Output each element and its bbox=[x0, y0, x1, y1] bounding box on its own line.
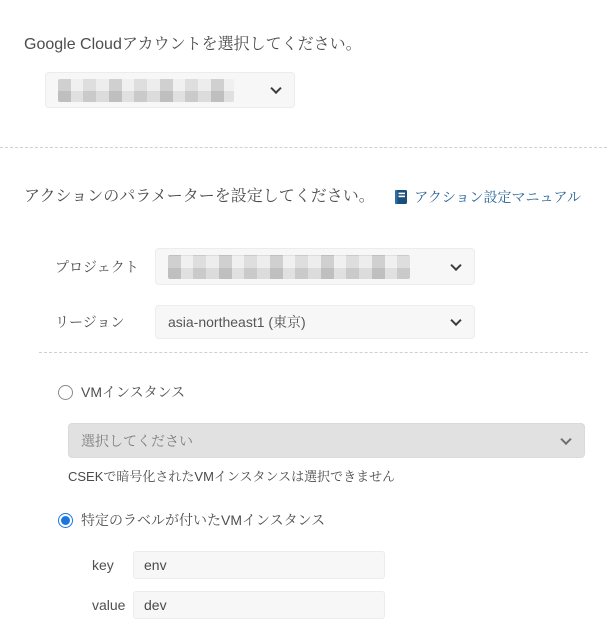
chevron-down-icon bbox=[450, 259, 461, 270]
key-input[interactable] bbox=[133, 551, 385, 579]
vm-instance-select-placeholder: 選択してください bbox=[81, 432, 193, 449]
csek-note: CSEKで暗号化されたVMインスタンスは選択できません bbox=[68, 469, 396, 484]
region-row bbox=[0, 305, 607, 339]
labeled-vm-radio-option[interactable] bbox=[0, 510, 607, 530]
project-row bbox=[0, 248, 607, 285]
redacted-account-value bbox=[58, 79, 234, 102]
key-label: key bbox=[92, 557, 114, 573]
action-manual-link-label: アクション設定マニュアル bbox=[414, 189, 581, 205]
vm-instance-radio-label: VMインスタンス bbox=[81, 384, 186, 400]
project-select[interactable] bbox=[155, 248, 475, 285]
region-selected-value: asia-northeast1 (東京) bbox=[168, 314, 306, 330]
account-section bbox=[0, 0, 607, 108]
subsection-divider bbox=[39, 352, 588, 353]
book-icon bbox=[393, 189, 409, 205]
params-section-header bbox=[0, 186, 607, 207]
action-manual-link[interactable] bbox=[393, 188, 581, 206]
labeled-vm-radio-label: 特定のラベルが付いたVMインスタンス bbox=[81, 512, 326, 528]
section-divider bbox=[0, 147, 607, 148]
redacted-project-value bbox=[168, 255, 410, 279]
chevron-down-icon bbox=[560, 433, 571, 444]
chevron-down-icon bbox=[450, 315, 461, 326]
radio-unselected-icon[interactable] bbox=[58, 385, 73, 400]
params-section-heading: アクションのパラメーターを設定してください。 bbox=[24, 188, 375, 205]
chevron-down-icon bbox=[270, 83, 281, 94]
region-select[interactable] bbox=[155, 305, 475, 339]
radio-selected-icon[interactable] bbox=[58, 513, 73, 528]
vm-instance-select bbox=[68, 423, 585, 458]
account-section-heading: Google Cloudアカウントを選択してください。 bbox=[24, 36, 362, 53]
value-input[interactable] bbox=[133, 591, 385, 619]
region-label: リージョン bbox=[55, 314, 125, 330]
label-key-row bbox=[0, 551, 607, 579]
project-label: プロジェクト bbox=[55, 258, 139, 275]
vm-instance-radio-option[interactable] bbox=[0, 382, 607, 402]
value-label: value bbox=[92, 597, 126, 613]
label-value-row bbox=[0, 591, 607, 619]
google-cloud-account-select[interactable] bbox=[45, 72, 295, 108]
